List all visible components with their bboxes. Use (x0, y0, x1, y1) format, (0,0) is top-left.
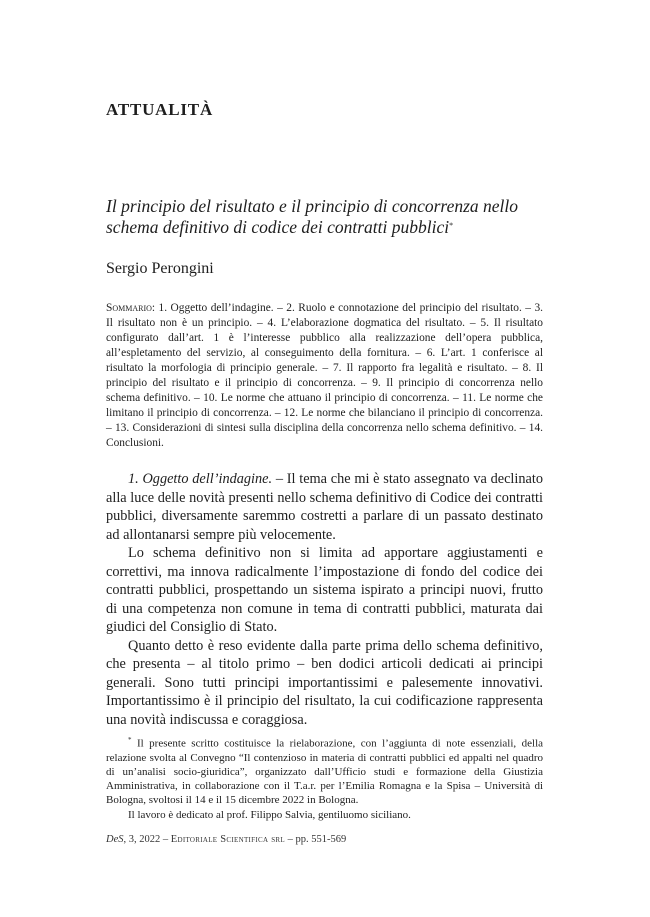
publisher-name: Editoriale Scientifica srl (170, 834, 285, 845)
section-title: 1. Oggetto dell’indagine. (128, 471, 273, 487)
page-range: – pp. 551-569 (284, 834, 347, 845)
footnotes (106, 733, 543, 822)
footnote-1-text: Il presente scritto costituisce la rielaborazione, con l’aggiunta di note essenziali, della relazione svolta al Convegno “Il contenzioso in materia di contratti pubblici ed appalti nel quadro di un’analisi socio-giuridica”, organizzato dall’Ufficio studi e formazione della Giustizia Amministrativa, in collaborazione con il T.a.r. per l’Emilia Romagna e la Spisa – Università di Bologna, svoltosi il 14 e il 15 dicembre 2022 in Bologna. (106, 737, 544, 807)
summary-block (106, 301, 543, 451)
paragraph-1 (106, 470, 543, 544)
article-title (106, 196, 546, 238)
paragraph-1-text: – Il tema che mi è stato assegnato va declinato alla luce delle novità presenti nello schema definitivo di Codice dei contratti pubblici, diversamente saremmo costretti a parlare di un passato destinato ad allontanarsi sempre più velocemente. (106, 471, 543, 543)
paragraph-3: Quanto detto è reso evidente dalla parte prima dello schema definitivo, che presenta – al titolo primo – ben dodici articoli dedicati ai principi generali. Sono tutti principi importantissimi e palesemente innovativi. Importantissimo è il principio del risultato, la cui codificazione rappresenta una novità indiscussa e coraggiosa. (106, 637, 543, 728)
paragraph-2: Lo schema definitivo non si limita ad apportare aggiustamenti e correttivi, ma innova radicalmente l’impostazione di fondo del codice dei contratti pubblici, prospettando un sistema ispirato a principi nuovi, frutto di una competenza non comune in tema di contratti pubblici, maturata dai giudici del Consiglio di Stato. (106, 545, 543, 635)
title-footnote-mark: * (449, 221, 454, 230)
summary-label: Sommario (106, 302, 152, 314)
journal-issue: , 3, 2022 – (123, 834, 171, 845)
footnote-1 (106, 733, 543, 808)
section-heading: ATTUALITÀ (106, 100, 214, 119)
summary-text: : 1. Oggetto dell’indagine. – 2. Ruolo e connotazione del principio del risultato. – 3. Il risultato non è un principio. – 4. L’elaborazione dogmatica del risultato. – 5. Il risultato configurato dall’art. 1 è l’interesse pubblico alla realizzazione dell’opera pubblica, all’espletamento del servizio, al conseguimento della fornitura. – 6. L’art. 1 conferisce al risultato la morfologia di principio generale. – 7. Il rapporto fra legalità e risultato. – 8. Il principio del risultato e il principio di concorrenza. – 9. Il principio di concorrenza nello schema definitivo. – 10. Le norme che attuano il principio di concorrenza. – 11. Le norme che limitano il principio di concorrenza. – 12. Le norme che bilanciano il principio di concorrenza. – 13. Considerazioni di sintesi sulla disciplina della concorrenza nello schema definitivo. – 14. Conclusioni. (106, 302, 543, 449)
page-footer (106, 834, 346, 845)
journal-name: DeS (106, 834, 124, 845)
footnote-2: Il lavoro è dedicato al prof. Filippo Salvia, gentiluomo siciliano. (128, 808, 411, 821)
body-text (106, 470, 543, 729)
article-title-text: Il principio del risultato e il principio di concorrenza nello schema definitivo di codice dei contratti pubblici (106, 196, 519, 237)
footnote-mark: * (128, 736, 132, 744)
author-name: Sergio Perongini (106, 260, 214, 277)
